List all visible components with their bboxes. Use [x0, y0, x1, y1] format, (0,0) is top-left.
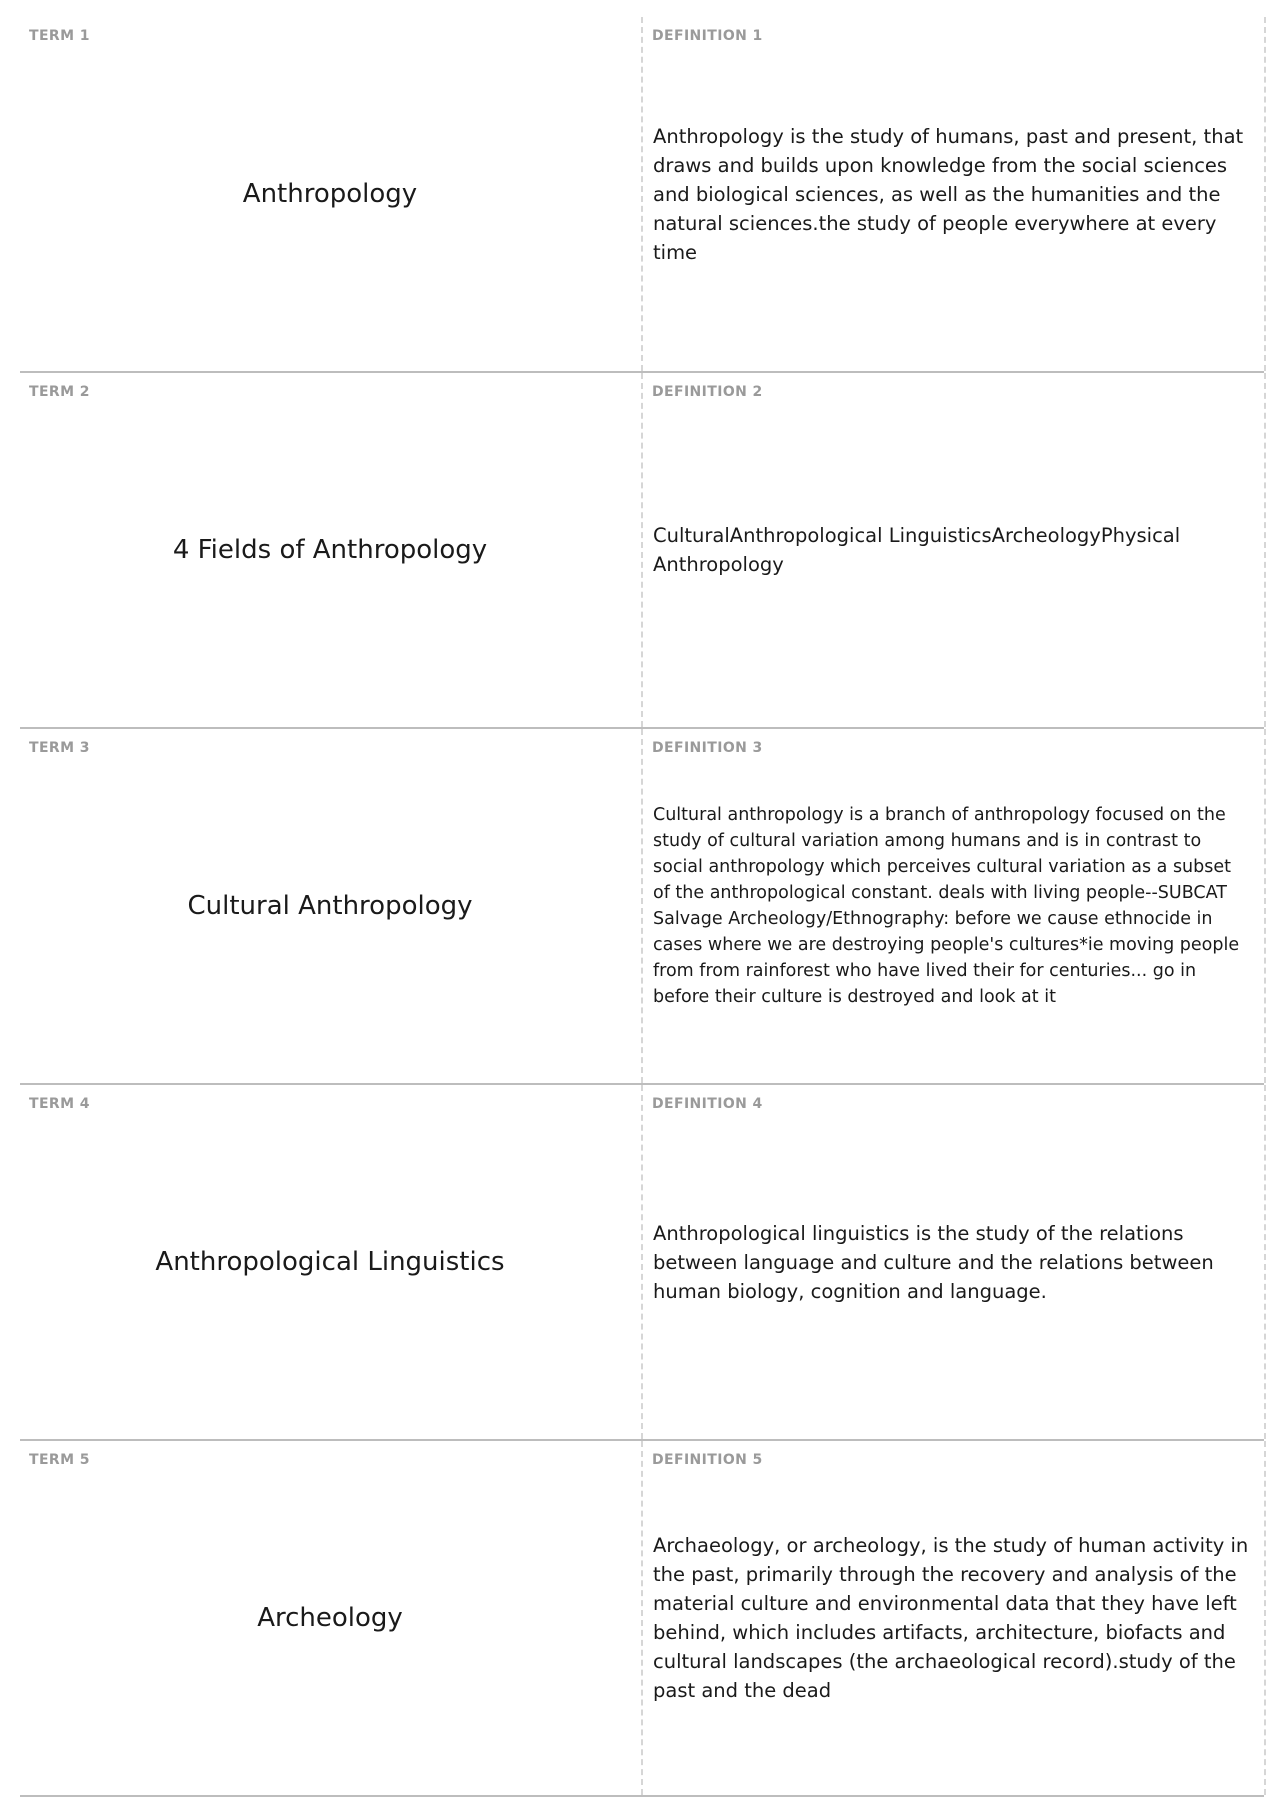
flashcard-row-1 — [20, 17, 1264, 373]
flashcard-row-2 — [20, 373, 1264, 729]
flashcard-row-3 — [20, 729, 1264, 1085]
definition-text: Anthropology is the study of humans, past and present, that draws and builds upon knowledge from the social sciences and biological sciences, as well as the humanities and the natural sciences.the study of people everywhere at every time — [653, 124, 1244, 264]
term-text: Anthropological Linguistics — [155, 1247, 505, 1277]
definition-text-wrap — [653, 373, 1252, 727]
flashcard-row-4 — [20, 1085, 1264, 1441]
definition-text: Anthropological linguistics is the study of the relations between language and culture and the relations between human biology, cognition and language. — [653, 1221, 1214, 1303]
term-cell — [20, 1441, 640, 1795]
term-label: TERM 2 — [29, 384, 90, 400]
term-cell — [20, 1085, 640, 1439]
term-label: TERM 1 — [29, 28, 90, 44]
definition-text: Archaeology, or archeology, is the study of human activity in the past, primarily through the recovery and analysis of the material culture and environmental data that they have left behind, which includes artifacts, architecture, biofacts and cultural landscapes (the archaeological record).study of the past and the dead — [653, 1534, 1249, 1702]
term-label: TERM 5 — [29, 1452, 90, 1468]
definition-text-wrap — [653, 17, 1252, 371]
term-cell — [20, 729, 640, 1083]
definition-label: DEFINITION 1 — [652, 28, 763, 44]
definition-label: DEFINITION 4 — [652, 1096, 763, 1112]
term-label: TERM 4 — [29, 1096, 90, 1112]
definition-label: DEFINITION 3 — [652, 740, 763, 756]
flashcard-row-5 — [20, 1441, 1264, 1797]
definition-text: CulturalAnthropological LinguisticsArcheologyPhysical Anthropology — [653, 524, 1181, 576]
definition-cell — [641, 17, 1266, 371]
definition-cell — [641, 1085, 1266, 1439]
definition-label: DEFINITION 2 — [652, 384, 763, 400]
definition-text-wrap — [653, 1085, 1252, 1439]
definition-text-wrap — [653, 729, 1252, 1083]
term-text: 4 Fields of Anthropology — [172, 535, 488, 565]
definition-text-wrap — [653, 1441, 1252, 1795]
term-text: Cultural Anthropology — [187, 891, 473, 921]
term-text: Anthropology — [242, 179, 418, 209]
definition-label: DEFINITION 5 — [652, 1452, 763, 1468]
term-cell — [20, 373, 640, 727]
term-cell — [20, 17, 640, 371]
term-text: Archeology — [257, 1603, 403, 1633]
definition-cell — [641, 1441, 1266, 1795]
definition-text: Cultural anthropology is a branch of anthropology focused on the study of cultural variation among humans and is in contrast to social anthropology which perceives cultural variation as a subset of the anthropological constant. deals with living people--SUBCAT Salvage Archeology/Ethnography: before we cause ethnocide in cases where we are destroying people's cultures*ie moving people from from rainforest who have lived their for centuries... go in before their culture is destroyed and look at it — [653, 805, 1240, 1007]
term-label: TERM 3 — [29, 740, 90, 756]
definition-cell — [641, 373, 1266, 727]
definition-cell — [641, 729, 1266, 1083]
flashcard-sheet — [20, 17, 1264, 1797]
